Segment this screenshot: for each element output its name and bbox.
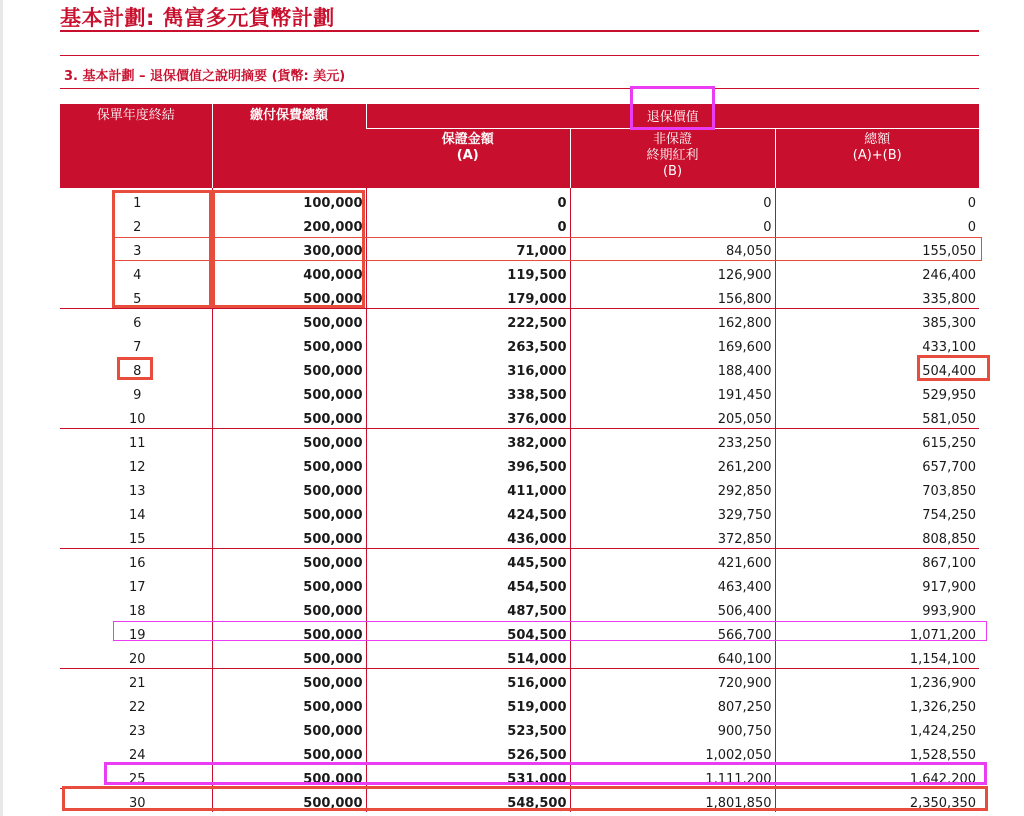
cell-non-guaranteed: 84,050: [570, 236, 775, 260]
cell-total-premium: 500,000: [212, 452, 366, 476]
table-row: [60, 284, 979, 308]
table-row: [60, 692, 979, 716]
cell-non-guaranteed: 329,750: [570, 500, 775, 524]
cell-guaranteed: 222,500: [366, 308, 570, 332]
cell-total: 1,326,250: [775, 692, 979, 716]
cell-total-premium: 500,000: [212, 620, 366, 644]
cell-total-premium: 500,000: [212, 356, 366, 380]
cell-policy-year: 19: [128, 628, 146, 643]
cell-total: 1,528,550: [775, 740, 979, 764]
cell-total: 1,071,200: [775, 620, 979, 644]
cell-guaranteed: 445,500: [366, 548, 570, 572]
cell-guaranteed: 523,500: [366, 716, 570, 740]
cell-total-premium: 500,000: [212, 524, 366, 548]
table-row: [60, 668, 979, 692]
cell-guaranteed: 519,000: [366, 692, 570, 716]
cell-policy-year: 18: [128, 604, 146, 619]
cell-guaranteed: 338,500: [366, 380, 570, 404]
cell-total-premium: 500,000: [212, 380, 366, 404]
title-rule: [60, 30, 979, 32]
cell-total-premium: 500,000: [212, 572, 366, 596]
cell-guaranteed: 436,000: [366, 524, 570, 548]
cell-non-guaranteed: 640,100: [570, 644, 775, 668]
cell-total: 433,100: [775, 332, 979, 356]
cell-guaranteed: 454,500: [366, 572, 570, 596]
cell-guaranteed: 487,500: [366, 596, 570, 620]
table-row: [60, 188, 979, 212]
cell-policy-year: 23: [128, 724, 146, 739]
cell-policy-year: 15: [128, 531, 146, 547]
table-row: [60, 788, 979, 812]
table-row: [60, 404, 979, 428]
cell-total: 703,850: [775, 476, 979, 500]
cell-guaranteed: 424,500: [366, 500, 570, 524]
table-row: [60, 452, 979, 476]
cell-non-guaranteed: 1,002,050: [570, 740, 775, 764]
cell-total: 1,154,100: [775, 644, 979, 668]
cell-policy-year: 22: [128, 700, 146, 715]
cell-total: 808,850: [775, 524, 979, 548]
cell-policy-year: 13: [128, 484, 146, 499]
cell-non-guaranteed: 421,600: [570, 548, 775, 572]
cell-total-premium: 500,000: [212, 500, 366, 524]
header-guaranteed-line: (A): [456, 147, 479, 163]
cell-policy-year: 7: [133, 340, 142, 355]
header-non-guaranteed: [570, 128, 775, 188]
header-total-line: (A)+(B): [852, 147, 902, 163]
table-row: [60, 380, 979, 404]
header-guaranteed: [366, 128, 570, 188]
cell-policy-year: 25: [128, 771, 146, 787]
cell-total-premium: 500,000: [212, 644, 366, 668]
cell-policy-year: 11: [60, 428, 212, 452]
section-title: 3. 基本計劃 – 退保價值之說明摘要 (貨幣: 美元): [64, 69, 346, 84]
cell-non-guaranteed: 233,250: [570, 428, 775, 452]
cell-total-premium: 500,000: [212, 284, 366, 308]
cell-total-premium: 500,000: [212, 740, 366, 764]
cell-guaranteed: 504,500: [366, 620, 570, 644]
cell-guaranteed: 531,000: [366, 764, 570, 788]
cell-guaranteed: 376,000: [366, 404, 570, 428]
cell-guaranteed: 382,000: [366, 428, 570, 452]
cell-total-premium: 500,000: [212, 668, 366, 692]
cell-non-guaranteed: 191,450: [570, 380, 775, 404]
cell-non-guaranteed: 1,801,850: [570, 788, 775, 812]
cell-policy-year: 1: [133, 196, 142, 211]
table-row: [60, 332, 979, 356]
cell-guaranteed: 0: [366, 212, 570, 236]
cell-guaranteed: 119,500: [366, 260, 570, 284]
header-policy-year: 保單年度終結: [60, 104, 212, 188]
cell-non-guaranteed: 1,111,200: [570, 764, 775, 788]
cell-total-premium: 500,000: [212, 692, 366, 716]
cell-total: 1,642,200: [775, 764, 979, 788]
header-non-guaranteed-line: 終期紅利: [646, 147, 699, 163]
cell-total-premium: 500,000: [212, 548, 366, 572]
cell-non-guaranteed: 566,700: [570, 620, 775, 644]
table-row: [60, 740, 979, 764]
table-row: [60, 524, 979, 548]
cell-total: 335,800: [775, 284, 979, 308]
section-rule-bottom: [60, 88, 979, 89]
cell-total-premium: 500,000: [212, 764, 366, 788]
cell-guaranteed: 548,500: [366, 788, 570, 812]
cell-guaranteed: 396,500: [366, 452, 570, 476]
header-surrender-value: 退保價值: [366, 104, 979, 128]
cell-non-guaranteed: 0: [570, 212, 775, 236]
surrender-value-table-wrap: [60, 104, 979, 812]
cell-total: 917,900: [775, 572, 979, 596]
header-non-guaranteed-line: (B): [662, 163, 683, 179]
table-row: [60, 308, 979, 332]
table-row: [60, 620, 979, 644]
table-row: [60, 572, 979, 596]
cell-policy-year: 14: [128, 508, 146, 523]
cell-non-guaranteed: 261,200: [570, 452, 775, 476]
cell-non-guaranteed: 205,050: [570, 404, 775, 428]
cell-total: 0: [775, 212, 979, 236]
cell-policy-year: 9: [133, 388, 142, 403]
page-edge: [0, 0, 3, 816]
surrender-value-table: [60, 104, 979, 812]
cell-guaranteed: 316,000: [366, 356, 570, 380]
cell-non-guaranteed: 900,750: [570, 716, 775, 740]
table-row: [60, 260, 979, 284]
cell-total: 993,900: [775, 596, 979, 620]
cell-guaranteed: 514,000: [366, 644, 570, 668]
cell-policy-year: 10: [128, 411, 146, 427]
table-row: [60, 716, 979, 740]
cell-total-premium: 400,000: [212, 260, 366, 284]
table-row: [60, 596, 979, 620]
cell-total: 754,250: [775, 500, 979, 524]
table-row: [60, 548, 979, 572]
table-row: [60, 236, 979, 260]
cell-policy-year: 20: [128, 651, 146, 667]
cell-non-guaranteed: 506,400: [570, 596, 775, 620]
cell-total: 385,300: [775, 308, 979, 332]
cell-policy-year: 3: [133, 244, 142, 259]
cell-policy-year: 16: [60, 548, 212, 572]
cell-guaranteed: 526,500: [366, 740, 570, 764]
cell-total-premium: 500,000: [212, 404, 366, 428]
table-row: [60, 644, 979, 668]
cell-guaranteed: 263,500: [366, 332, 570, 356]
cell-total-premium: 500,000: [212, 788, 366, 812]
table-header: [60, 104, 979, 188]
cell-total: 504,400: [775, 356, 979, 380]
table-row: [60, 500, 979, 524]
cell-policy-year: 21: [60, 668, 212, 692]
header-total-premium: 繳付保費總額: [212, 104, 366, 188]
cell-policy-year: 4: [133, 268, 142, 283]
cell-non-guaranteed: 463,400: [570, 572, 775, 596]
section-rule-top: [60, 55, 979, 56]
cell-total-premium: 500,000: [212, 332, 366, 356]
cell-total: 1,424,250: [775, 716, 979, 740]
cell-non-guaranteed: 188,400: [570, 356, 775, 380]
cell-policy-year: 17: [128, 580, 146, 595]
cell-total-premium: 100,000: [212, 188, 366, 212]
cell-guaranteed: 71,000: [366, 236, 570, 260]
cell-total: 529,950: [775, 380, 979, 404]
cell-total-premium: 500,000: [212, 716, 366, 740]
cell-guaranteed: 179,000: [366, 284, 570, 308]
table-row: [60, 428, 979, 452]
cell-total-premium: 500,000: [212, 596, 366, 620]
cell-guaranteed: 516,000: [366, 668, 570, 692]
cell-non-guaranteed: 0: [570, 188, 775, 212]
cell-total-premium: 500,000: [212, 428, 366, 452]
cell-non-guaranteed: 162,800: [570, 308, 775, 332]
cell-total-premium: 500,000: [212, 308, 366, 332]
cell-non-guaranteed: 156,800: [570, 284, 775, 308]
header-total: [775, 128, 979, 188]
table-row: [60, 764, 979, 788]
cell-total: 867,100: [775, 548, 979, 572]
cell-total-premium: 200,000: [212, 212, 366, 236]
cell-total: 246,400: [775, 260, 979, 284]
cell-total: 581,050: [775, 404, 979, 428]
cell-policy-year: 6: [60, 308, 212, 332]
cell-total: 2,350,350: [775, 788, 979, 812]
cell-policy-year: 5: [133, 291, 142, 307]
table-row: [60, 212, 979, 236]
cell-policy-year: 24: [128, 748, 146, 763]
table-row: [60, 476, 979, 500]
cell-non-guaranteed: 807,250: [570, 692, 775, 716]
cell-guaranteed: 411,000: [366, 476, 570, 500]
cell-non-guaranteed: 372,850: [570, 524, 775, 548]
cell-guaranteed: 0: [366, 188, 570, 212]
header-total-line: 總額: [864, 131, 891, 147]
cell-policy-year: 8: [133, 364, 142, 379]
cell-policy-year: 30: [60, 788, 212, 812]
header-guaranteed-line: 保證金額: [441, 131, 494, 147]
cell-total: 0: [775, 188, 979, 212]
cell-total-premium: 500,000: [212, 476, 366, 500]
cell-total-premium: 300,000: [212, 236, 366, 260]
cell-non-guaranteed: 169,600: [570, 332, 775, 356]
cell-total: 155,050: [775, 236, 979, 260]
cell-non-guaranteed: 720,900: [570, 668, 775, 692]
header-non-guaranteed-line: 非保證: [652, 131, 692, 147]
table-row: [60, 356, 979, 380]
cell-total: 615,250: [775, 428, 979, 452]
cell-total: 1,236,900: [775, 668, 979, 692]
table-body: [60, 188, 979, 812]
cell-non-guaranteed: 292,850: [570, 476, 775, 500]
page-title: 基本計劃: 雋富多元貨幣計劃: [60, 6, 335, 30]
cell-policy-year: 12: [128, 460, 146, 475]
cell-total: 657,700: [775, 452, 979, 476]
cell-non-guaranteed: 126,900: [570, 260, 775, 284]
cell-policy-year: 2: [133, 220, 142, 235]
